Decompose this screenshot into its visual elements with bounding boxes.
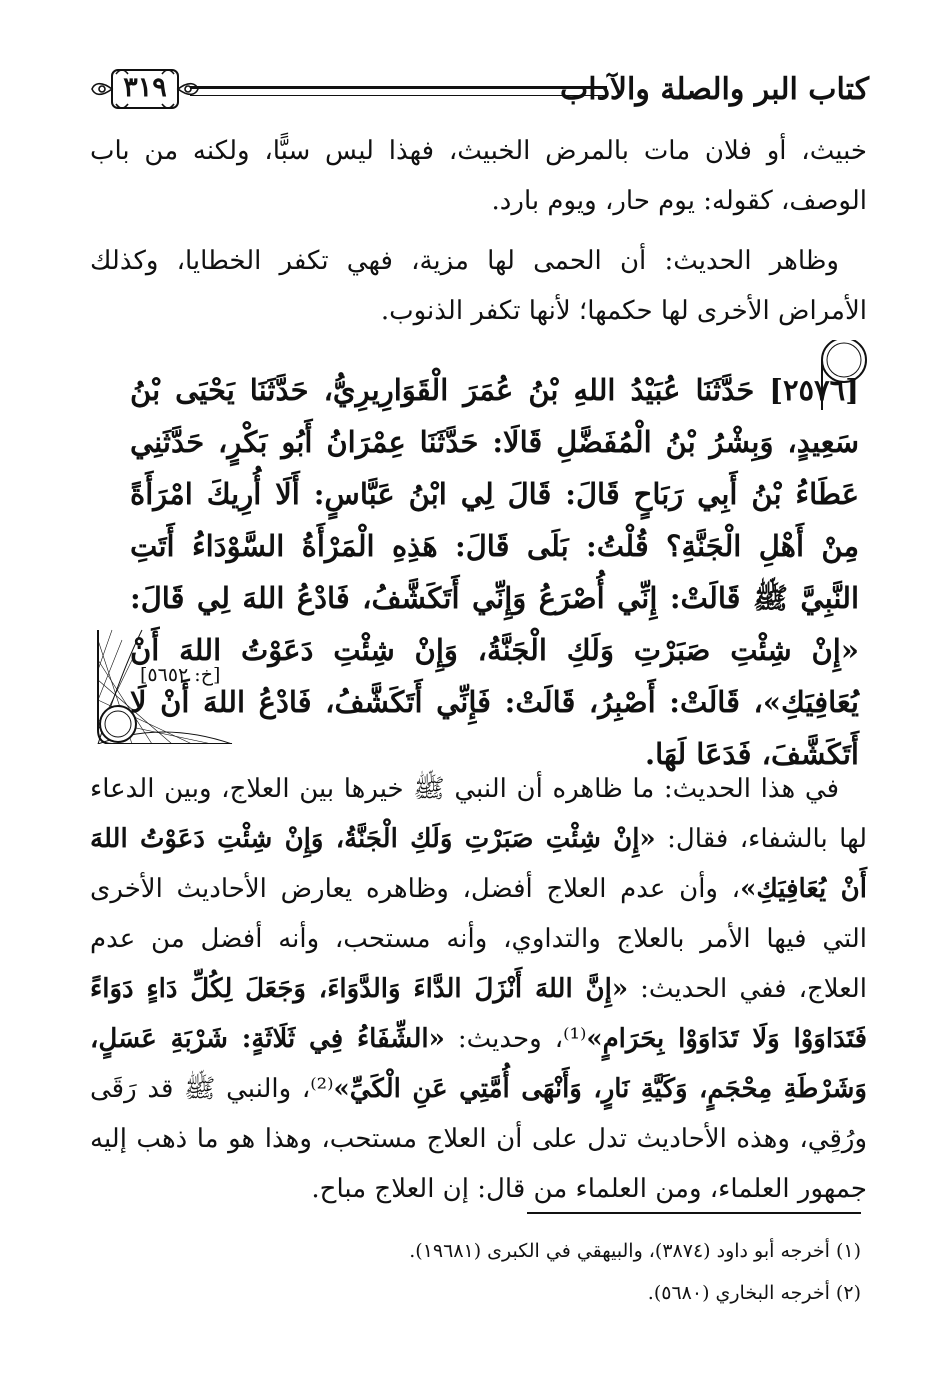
commentary-text-g: ⁽²⁾، والنبي ﷺ قد رَقَى ورُقِي، وهذه الأحاديث تدل على أن العلاج مستحب، وهذا هو ما ذهب إليه جمهور العلماء، ومن العلماء من قال: إن العلاج مباح.: [90, 1074, 867, 1204]
commentary-quote-1: «إِنْ شِئْتِ صَبَرْتِ وَلَكِ الْجَنَّةُ، وَإِنْ شِئْتِ دَعَوْتُ اللهَ أَنْ يُعَافِيَكِ»: [90, 824, 867, 904]
footnote-separator: [527, 1212, 861, 1214]
intro-paragraph-2: [90, 236, 867, 336]
page-header: [90, 60, 869, 120]
page-number: ٣١٩: [123, 72, 167, 103]
commentary-text-c: ، وأن عدم العلاج أفضل، وظاهره يعارض الأحاديث الأخرى التي فيها الأمر بالعلاج والتداوي، وأنه مستحب، وأنه أفضل من عدم العلاج، ففي الحديث:: [90, 874, 867, 1004]
page-number-ornament: [90, 60, 200, 120]
commentary-text-a: في هذا الحديث: ما ظاهره أن النبي ﷺ خيرها بين العلاج، وبين الدعاء لها بالشفاء، فقال:: [90, 774, 867, 854]
hadith-citation: [خ: ٥٦٥٢]: [140, 664, 221, 686]
hadith-text: [٢٥٧٦] حَدَّثَنَا عُبَيْدُ اللهِ بْنُ عُمَرَ الْقَوَارِيرِيُّ، حَدَّثَنَا يَحْيَى بْنُ سَعِيدٍ، وَبِشْرُ بْنُ الْمُفَضَّلِ قَالَا: حَدَّثَنَا عِمْرَانُ أَبُو بَكْرٍ، حَدَّثَنِي عَطَاءُ بْنُ أَبِي رَبَاحٍ قَالَ: قَالَ لِي ابْنُ عَبَّاسٍ: أَلَا أُرِيكَ امْرَأَةً مِنْ أَهْلِ الْجَنَّةِ؟ قُلْتُ: بَلَى قَالَ: هَذِهِ الْمَرْأَةُ السَّوْدَاءُ أَتَتِ النَّبِيَّ ﷺ قَالَتْ: إِنِّي أُصْرَعُ وَإِنِّي أَتَكَشَّفُ، فَادْعُ اللهَ لِي قَالَ: «إِنْ شِئْتِ صَبَرْتِ وَلَكِ الْجَنَّةُ، وَإِنْ شِئْتِ دَعَوْتُ اللهَ أَنْ يُعَافِيَكِ»، قَالَتْ: أَصْبِرُ، قَالَتْ: فَإِنِّي أَتَكَشَّفُ، فَادْعُ اللهَ أَنْ لَا أَتَكَشَّفَ، فَدَعَا لَهَا.: [130, 373, 859, 771]
commentary-quote-3: «الشِّفَاءُ فِي ثَلَاثَةٍ: شَرْبَةِ عَسَلٍ، وَشَرْطَةِ مِحْجَمٍ، وَكَيَّةِ نَارٍ، وَأَنْهَى أُمَّتِي عَنِ الْكَيِّ»: [90, 1024, 867, 1104]
footnote-ref-1: ⁽¹⁾، وحديث:: [444, 1024, 587, 1054]
book-title: كتاب البر والصلة والآداب: [560, 72, 869, 107]
intro-paragraph-2-text: وظاهر الحديث: أن الحمى لها مزية، فهي تكفر الخطايا، وكذلك الأمراض الأخرى لها حكمها؛ لأنها تكفر الذنوب.: [90, 246, 867, 326]
intro-paragraph-1: خبيث، أو فلان مات بالمرض الخبيث، فهذا ليس سبًّا، ولكنه من باب الوصف، كقوله: يوم حار، ويوم بارد.: [90, 136, 867, 216]
footnote-2: (٢) أخرجه البخاري (٥٦٨٠).: [647, 1282, 861, 1304]
footnote-1: (١) أخرجه أبو داود (٣٨٧٤)، والبيهقي في الكبرى (١٩٦٨١).: [409, 1240, 861, 1262]
commentary-quote-2: «إِنَّ اللهَ أَنْزَلَ الدَّاءَ وَالدَّوَاءَ، وَجَعَلَ لِكُلِّ دَاءٍ دَوَاءً فَتَدَاوَوْا وَلَا تَدَاوَوْا بِحَرَامٍ»: [90, 974, 868, 1054]
header-rule: [190, 86, 607, 96]
commentary-paragraph: [90, 764, 867, 1214]
